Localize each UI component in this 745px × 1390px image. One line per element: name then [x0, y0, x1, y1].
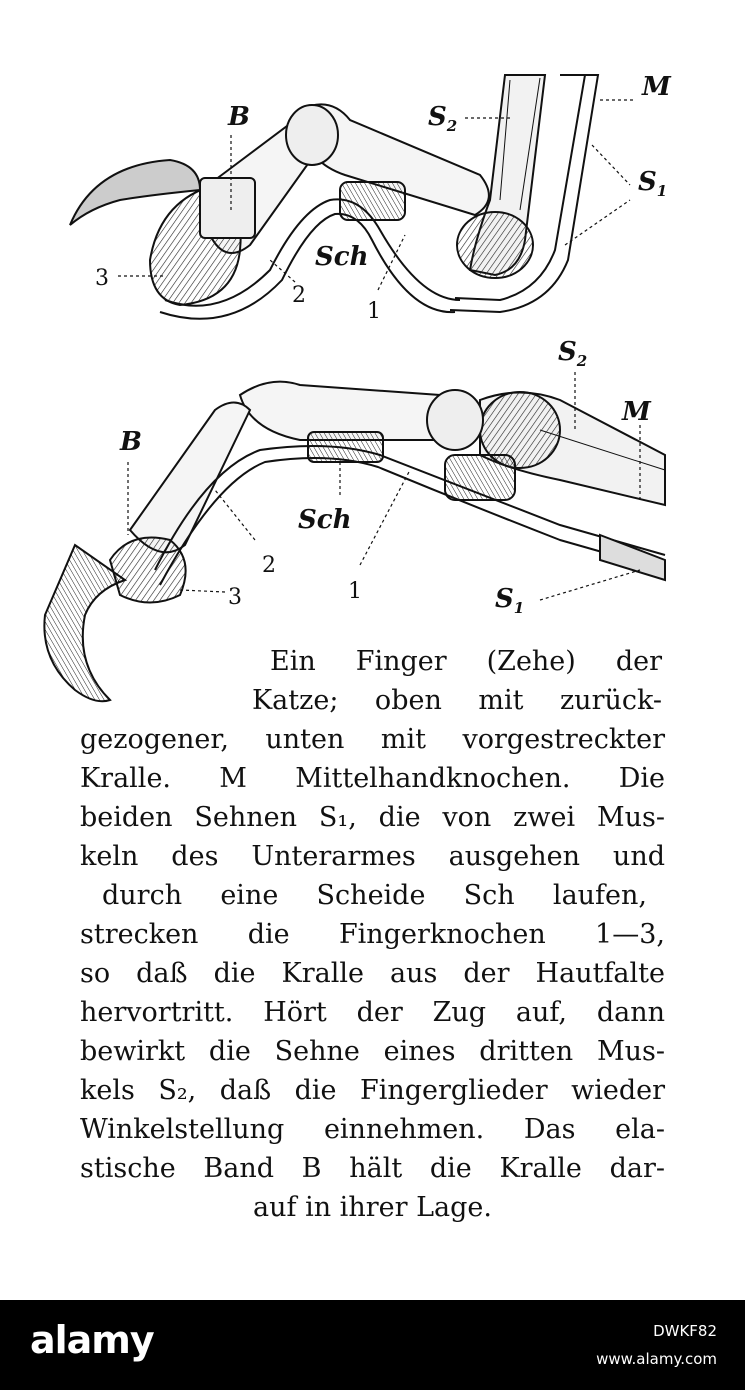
bottom-label-1: 1: [348, 579, 362, 604]
caption-line-12: kels S₂, daß die Fingerglieder wieder: [80, 1075, 665, 1106]
caption-line-5: beiden Sehnen S₁, die von zwei Mus-: [80, 802, 665, 833]
caption-line-1: Ein Finger (Zehe) der: [270, 646, 662, 677]
caption-line-7: durch eine Scheide Sch laufen,: [102, 880, 647, 911]
bottom-label-S1: $S_1$: [495, 584, 525, 617]
caption-line-15: auf in ihrer Lage.: [253, 1192, 492, 1223]
caption-line-14: stische Band B hält die Kralle dar-: [80, 1153, 665, 1184]
top-label-2: 2: [292, 283, 306, 308]
top-label-S2: $S_2$: [428, 102, 458, 135]
caption-line-10: hervortritt. Hört der Zug auf, dann: [80, 997, 665, 1028]
site-url: www.alamy.com: [596, 1350, 717, 1368]
caption-line-9: so daß die Kralle aus der Hautfalte: [80, 958, 665, 989]
caption-line-8: strecken die Fingerknochen 1—3,: [80, 919, 665, 950]
top-label-S1: $S_1$: [638, 167, 668, 200]
top-label-Sch: Sch: [315, 242, 369, 272]
bottom-label-B: B: [120, 427, 142, 457]
top-label-1: 1: [367, 299, 381, 324]
image-id: DWKF82: [653, 1322, 717, 1340]
top-label-M: M: [642, 72, 671, 102]
top-label-B: B: [228, 102, 250, 132]
bottom-label-2: 2: [262, 553, 276, 578]
watermark-footer: [0, 1300, 745, 1390]
caption-line-13: Winkelstellung einnehmen. Das ela-: [80, 1114, 665, 1145]
top-label-3: 3: [95, 266, 109, 291]
caption-line-4: Kralle. M Mittelhandknochen. Die: [80, 763, 665, 794]
caption-line-6: keln des Unterarmes ausgehen und: [80, 841, 665, 872]
caption-line-3: gezogener, unten mit vorgestreckter: [80, 724, 665, 755]
bottom-label-Sch: Sch: [298, 505, 352, 535]
bottom-label-M: M: [622, 397, 651, 427]
bottom-label-3: 3: [228, 585, 242, 610]
bottom-label-S2: $S_2$: [558, 337, 588, 370]
alamy-logo: alamy: [30, 1318, 154, 1362]
caption-line-11: bewirkt die Sehne eines dritten Mus-: [80, 1036, 665, 1067]
caption-line-2: Katze; oben mit zurück-: [252, 685, 662, 716]
